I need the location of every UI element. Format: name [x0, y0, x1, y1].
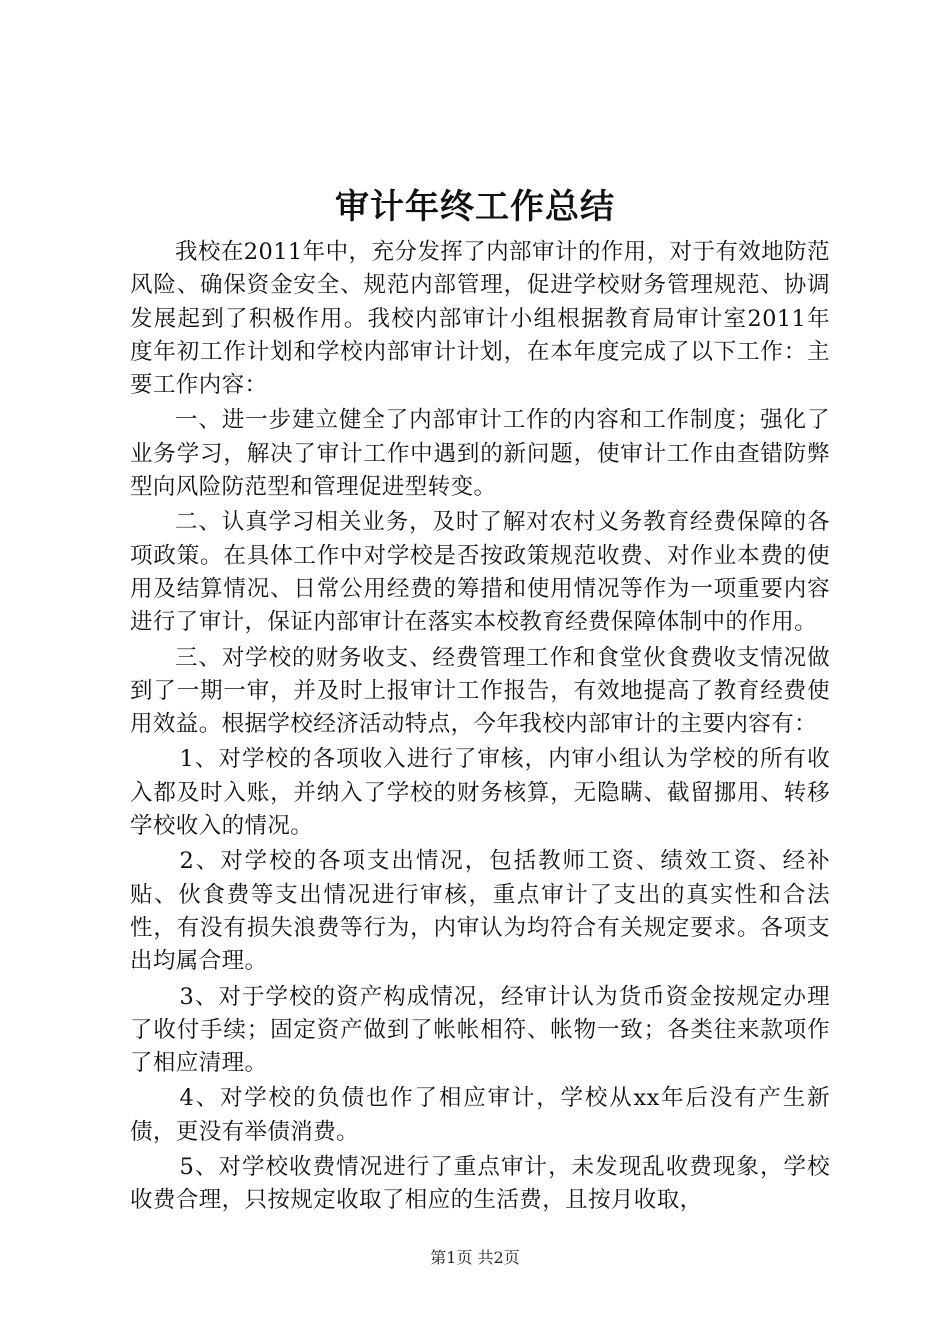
paragraph-item-4: 4、对学校的负债也作了相应审计，学校从xx年后没有产生新债，更没有举债消费。 — [130, 1085, 830, 1145]
page-number-footer: 第1页 共2页 — [430, 1248, 520, 1267]
paragraph-item-5: 5、对学校收费情况进行了重点审计，未发现乱收费现象，学校收费合理，只按规定收取了相应的生活费，且按月收取， — [130, 1154, 830, 1214]
paragraph-item-2: 2、对学校的各项支出情况，包括教师工资、绩效工资、经补贴、伙食费等支出情况进行审核，重点审计了支出的真实性和合法性，有没有损失浪费等行为，内审认为均符合有关规定要求。各项支出均属合理。 — [130, 848, 830, 975]
document-title: 审计年终工作总结 — [335, 187, 615, 227]
paragraph-section-2: 二、认真学习相关业务，及时了解对农村义务教育经费保障的各项政策。在具体工作中对学校是否按政策规范收费、对作业本费的使用及结算情况、日常公用经费的筹措和使用情况等作为一项重要内容进行了审计，保证内部审计在落实本校教育经费保障体制中的作用。 — [130, 509, 830, 636]
paragraph-item-1: 1、对学校的各项收入进行了审核，内审小组认为学校的所有收入都及时入账，并纳入了学校的财务核算，无隐瞒、截留挪用、转移学校收入的情况。 — [130, 746, 830, 840]
paragraph-section-3: 三、对学校的财务收支、经费管理工作和食堂伙食费收支情况做到了一期一审，并及时上报审计工作报告，有效地提高了教育经费使用效益。根据学校经济活动特点，今年我校内部审计的主要内容有： — [130, 644, 830, 738]
paragraph-item-3: 3、对于学校的资产构成情况，经审计认为货币资金按规定办理了收付手续；固定资产做到了帐帐相符、帐物一致；各类往来款项作了相应清理。 — [130, 983, 830, 1077]
paragraph-section-1: 一、进一步建立健全了内部审计工作的内容和工作制度；强化了业务学习，解决了审计工作中遇到的新问题，使审计工作由查错防弊型向风险防范型和管理促进型转变。 — [130, 407, 830, 501]
document-body — [130, 236, 830, 1220]
paragraph-intro: 我校在2011年中，充分发挥了内部审计的作用，对于有效地防范风险、确保资金安全、规范内部管理，促进学校财务管理规范、协调发展起到了积极作用。我校内部审计小组根据教育局审计室2011年度年初工作计划和学校内部审计计划，在本年度完成了以下工作：主要工作内容： — [130, 239, 830, 399]
